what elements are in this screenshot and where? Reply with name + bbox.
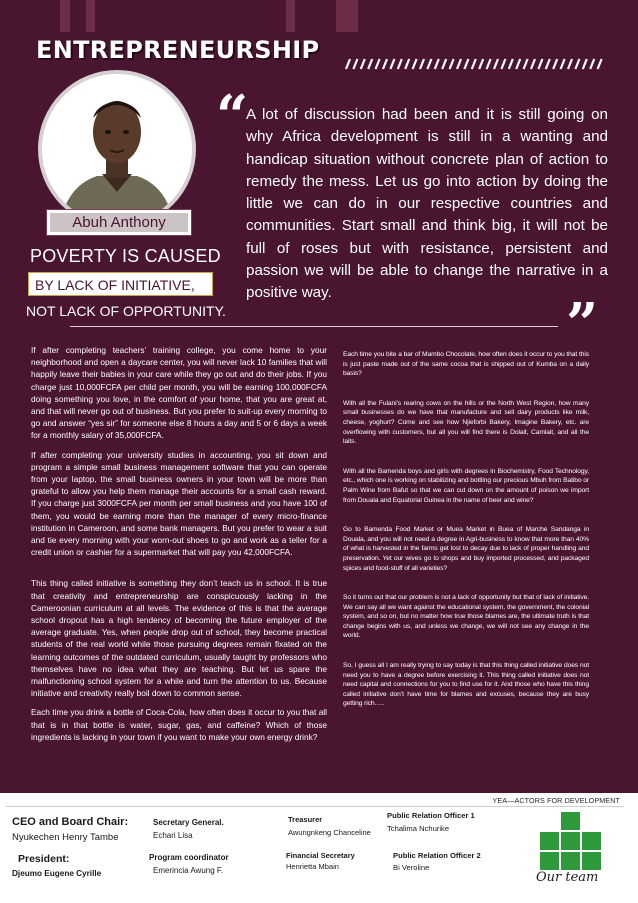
ceo-role: CEO and Board Chair:	[12, 816, 129, 828]
article-paragraph: If after completing teachers’ training college, you come home to your neighborhood and open a daycare center, you will never lack 10 families that will happily leave their babies in your care while they go out and do their jobs. If you charge just 10,000FCFA per child per month, you will be earning 100,000FCFA doing something you love, in the comfort of your home, that you are great at, and that will never go out of business. But you prefer to suit-up every morning to go and answer “yes sir” for someone else 8 hours a day and 5 or 6 days a week for a monthly salary of 35,000FCFA.	[31, 345, 327, 441]
article-paragraph: With all the Fulani’s rearing cows on the hills or the North West Region, how many small businesses do we have that manufacture and sell dairy products like milk, cheese, yoghurt? Come and see how Njieforbi Bakery, Imagine Bakery, etc. are overflowing with customers, but all you will find there is Dolait, Camlait, and all the laits.	[343, 399, 589, 446]
title-slash-decoration	[344, 58, 606, 70]
secretary-general-name: Echari Lisa	[153, 831, 193, 840]
article-paragraph: This thing called initiative is something they don’t teach us in school. It is true that creativity and entrepreneurship are conspicuously lacking in the Cameroonian curriculum at all levels. The evidence of this is that the average school dropout has a high tendency of becoming the future employer of the average graduate. Yes, when people drop out of school, they become practical students of the real world while those pursuing degrees remain fixated on the learning outcomes of the outdated curriculum, usually taught by professors who themselves have no idea what they are teaching. But let us spare the malfunctioning school system for a while and turn the attention to us. Because initiative and creativity really boil down to common sense.	[31, 578, 327, 699]
quote-divider	[70, 326, 558, 327]
program-coordinator-name: Emerincia Awung F.	[153, 866, 224, 875]
slash-mark	[531, 59, 535, 69]
financial-secretary-name: Henrietta Mbain	[286, 862, 339, 871]
slash-mark	[346, 59, 350, 69]
slash-mark	[368, 59, 372, 69]
top-stripes-decoration	[60, 0, 295, 32]
article-paragraph: So it turns out that our problem is not a lack of opportunity but that of lack of initiative. We can say all we want against the educational system, the government, the colonial system, and so on, but no matter how true those blames are, the ultimate truth is that change begins with us, and unless we change, we will not see any change in the world.	[343, 594, 589, 640]
page-title: ENTREPRENEURSHIP	[36, 36, 320, 64]
ceo-name: Nyukechen Henry Tambe	[12, 832, 119, 843]
initiative-subline: BY LACK OF INITIATIVE,	[28, 272, 213, 296]
author-name-tag	[46, 209, 192, 236]
slash-mark	[598, 59, 602, 69]
slash-mark	[568, 59, 572, 69]
slash-mark	[575, 59, 579, 69]
slash-mark	[361, 59, 365, 69]
logo-square	[561, 852, 580, 870]
author-photo	[38, 70, 196, 228]
logo-square	[582, 852, 601, 870]
financial-secretary-role: Financial Secretary	[286, 851, 355, 860]
article-left-column	[31, 344, 327, 750]
slash-mark	[450, 59, 454, 69]
secretary-general-role: Secretary General.	[153, 818, 224, 827]
slash-mark	[435, 59, 439, 69]
slash-mark	[420, 59, 424, 69]
slash-mark	[413, 59, 417, 69]
slash-mark	[457, 59, 461, 69]
slash-mark	[509, 59, 513, 69]
slash-mark	[472, 59, 476, 69]
pro2-role: Public Relation Officer 2	[393, 851, 481, 860]
slash-mark	[442, 59, 446, 69]
logo-caption: Our team	[536, 870, 599, 885]
slash-mark	[583, 59, 587, 69]
slash-mark	[501, 59, 505, 69]
slash-mark	[546, 59, 550, 69]
article-paragraph: Each time you drink a bottle of Coca-Cola, how often does it occur to you that all that is in that bottle is water, sugar, gas, and caffeine? Which of those ingredients is lacking in your town if you want to make your own energy drink?	[31, 707, 327, 742]
slash-mark	[487, 59, 491, 69]
logo-square	[540, 832, 559, 850]
article-right-column	[343, 350, 589, 729]
close-quote-mark: ”	[566, 291, 599, 357]
slash-mark	[383, 59, 387, 69]
slash-mark	[464, 59, 468, 69]
slash-mark	[376, 59, 380, 69]
slash-mark	[538, 59, 542, 69]
logo-square	[582, 832, 601, 850]
pro1-name: Tchalima Nchurike	[387, 824, 450, 833]
treasurer-role: Treasurer	[288, 815, 323, 824]
org-tagline: YEA—ACTORS FOR DEVELOPMENT	[492, 796, 620, 805]
portrait-illustration	[42, 74, 192, 224]
open-quote-mark: “	[216, 83, 249, 149]
slash-mark	[398, 59, 402, 69]
slash-mark	[561, 59, 565, 69]
poverty-headline: POVERTY IS CAUSED	[30, 246, 221, 266]
pro1-role: Public Relation Officer 1	[387, 811, 475, 820]
author-name: Abuh Anthony	[50, 213, 188, 232]
article-paragraph: With all the Bamenda boys and girls with degrees in Biochemistry, Food Technology, etc., which one is working on stabilizing and bottling our precious Mbuh from Batibo or Palm Wine from Bafut so that we can cut down on the amount of poison we import from Douala and Equatorial Guinea in the name of beer and wine?	[343, 467, 589, 504]
slash-mark	[590, 59, 594, 69]
opportunity-tagline: NOT LACK OF OPPORTUNITY.	[26, 303, 226, 319]
article-paragraph: Go to Bamenda Food Market or Muea Market in Buea of Marche Sandanga in Douala, and you will not need a degree in Agri-business to know that more than 40% of what is harvested in the farms get lost to decay due to lack of proper handling and preservation. Yet our wives go to shops and buy imported processed, and packaged spices and food-stuff of all varieties?	[343, 526, 589, 572]
article-paragraph: If after completing your university studies in accounting, you sit down and program a simple small business management software that you can operate from your laptop, the small business owners in your town will be more than grateful to allow you help them manage their accounts for a small cash reward. If you charge just 3000FCFA per month per small business and you have 100 of them, you would be earning more than the manager of every micro-finance institution in Cameroon, and some bank managers. But you prefer to wear a suit and tie every morning with your worn-out shoes to go and work as a teller for a credit union or cashier for a supermarket that will pay you 42,000FCFA.	[31, 449, 327, 558]
slash-mark	[427, 59, 431, 69]
top-stripe-right	[336, 0, 358, 32]
slash-mark	[405, 59, 409, 69]
logo-square	[540, 852, 559, 870]
logo-square	[561, 812, 580, 830]
pull-quote: A lot of discussion had been and it is still going on why Africa development is still in a wanting and handicap situation without concrete plan of action to remedy the mess. Let us go into action by doing the little we can do in our respective countries and communities. Start small and think big, it will not be full of roses but with resistance, persistent and passion we will be able to change the narrative in a positive way.	[246, 106, 608, 302]
pro2-name: Bi Veroline	[393, 863, 430, 872]
slash-mark	[494, 59, 498, 69]
slash-mark	[516, 59, 520, 69]
president-role: President:	[18, 853, 70, 865]
slash-mark	[479, 59, 483, 69]
slash-mark	[553, 59, 557, 69]
slash-mark	[524, 59, 528, 69]
slash-mark	[390, 59, 394, 69]
logo-square	[561, 832, 580, 850]
article-paragraph: So, I guess all I am really trying to say today is that this thing called initiative does not need you to have a degree before exercising it. This thing called initiative does not need capital and connections for you to find use for it. And those who have this thing called initiative don’t have time for blames and excuses, because they are busy getting rich…..	[343, 662, 589, 708]
program-coordinator-role: Program coordinator	[149, 853, 229, 862]
footer-divider	[6, 806, 624, 807]
slash-mark	[353, 59, 357, 69]
treasurer-name: Awungnkeng Chanceline	[288, 828, 371, 837]
president-name: Djeumo Eugene Cyrille	[12, 869, 102, 878]
team-logo	[540, 812, 604, 872]
article-paragraph: Each time you bite a bar of Mambo Chocolate, how often does it occur to you that this is just paste made out of the same cocoa that is shipped out of Kumba on a daily basis?	[343, 351, 589, 378]
